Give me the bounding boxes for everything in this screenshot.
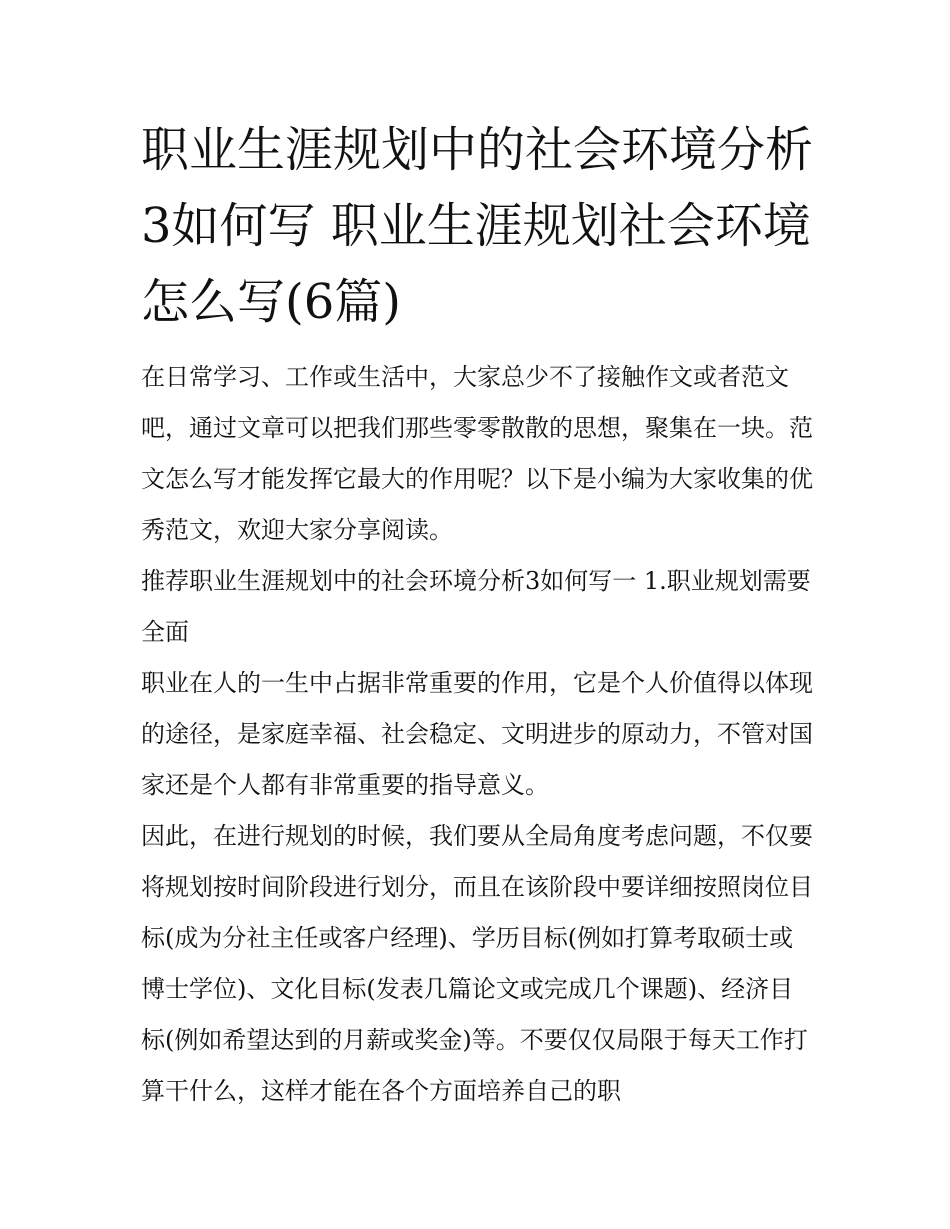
document-body [141, 352, 813, 1117]
paragraph-heading: 推荐职业生涯规划中的社会环境分析3如何写一 1.职业规划需要全面 [141, 567, 811, 646]
paragraph-career-importance: 职业在人的一生中占据非常重要的作用，它是个人价值得以体现的途径，是家庭幸福、社会稳定、文明进步的原动力，不管对国家还是个人都有非常重要的指导意义。 [141, 669, 813, 799]
paragraph-intro: 在日常学习、工作或生活中，大家总少不了接触作文或者范文吧，通过文章可以把我们那些零零散散的思想，聚集在一块。范文怎么写才能发挥它最大的作用呢？以下是小编为大家收集的优秀范文，欢迎大家分享阅读。 [141, 363, 813, 544]
document-content [141, 112, 813, 1117]
document-title: 职业生涯规划中的社会环境分析3如何写 职业生涯规划社会环境怎么写(6篇) [141, 122, 814, 330]
paragraph-planning-goals: 因此，在进行规划的时候，我们要从全局角度考虑问题，不仅要将规划按时间阶段进行划分，而且在该阶段中要详细按照岗位目标(成为分社主任或客户经理)、学历目标(例如打算考取硕士或博士学位)、文化目标(发表几篇论文或完成几个课题)、经济目标(例如希望达到的月薪或奖金)等。不要仅仅局限于每天工作打算干什么，这样才能在各个方面培养自己的职 [141, 822, 813, 1105]
